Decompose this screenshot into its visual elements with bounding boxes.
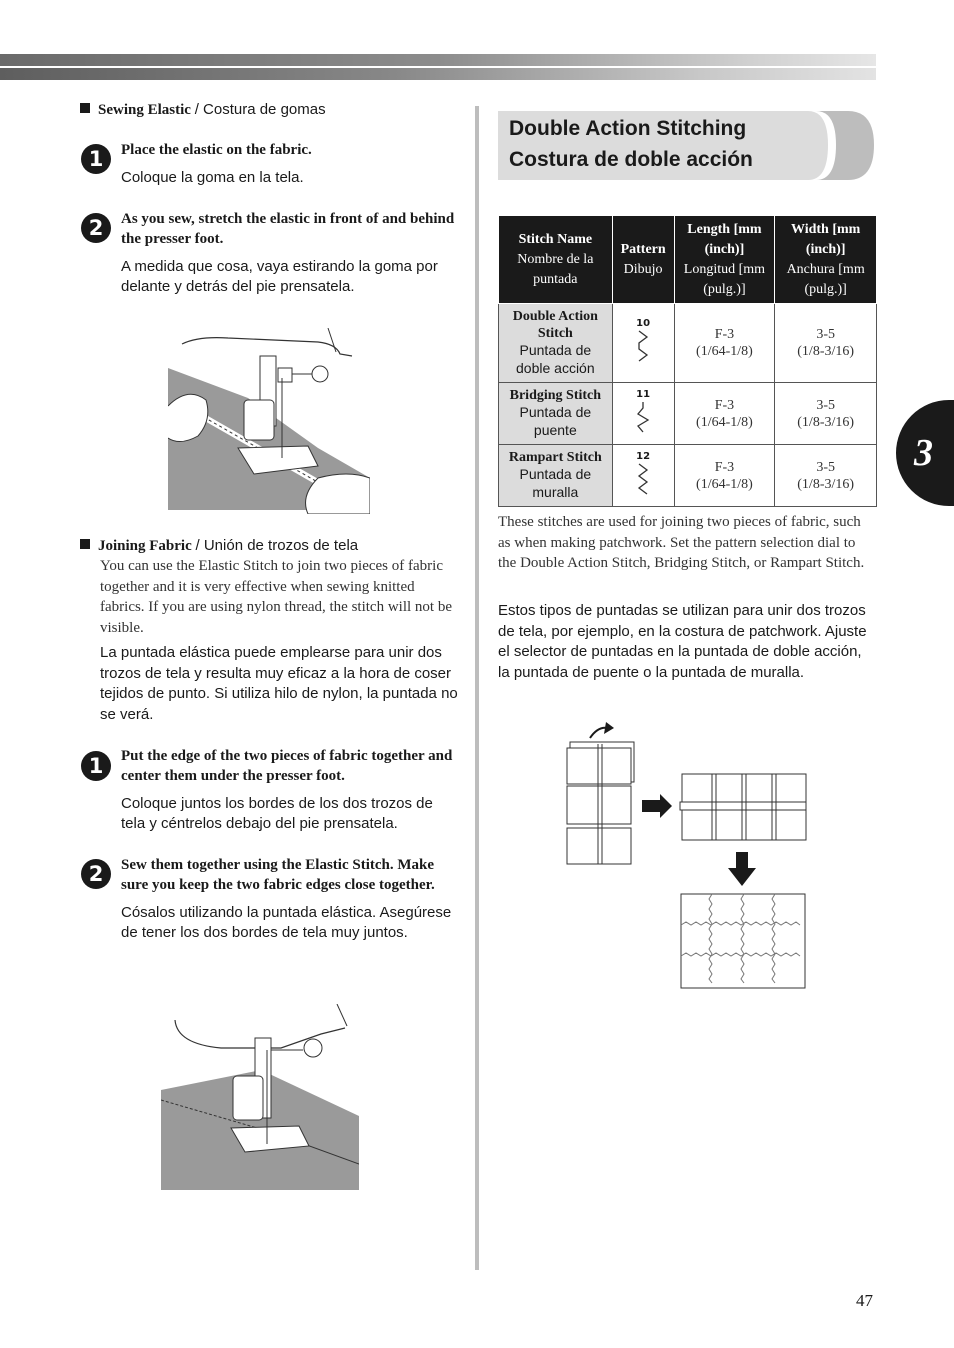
section-title-box bbox=[498, 111, 874, 180]
length-value: F-3 bbox=[714, 327, 735, 342]
step-es: A medida que cosa, vaya estirando la goma por delante y detrás del pie prensatela. bbox=[121, 258, 438, 295]
header-pattern bbox=[612, 216, 674, 304]
stitch-name-es: Puntada de puente bbox=[519, 404, 592, 438]
width-value: 3-5 bbox=[816, 397, 835, 413]
stitch-name-cell bbox=[499, 383, 613, 445]
step-number-icon: 2 bbox=[81, 213, 111, 243]
bridging-stitch-icon bbox=[635, 400, 651, 434]
table-row bbox=[499, 383, 877, 445]
step-number-icon: 2 bbox=[81, 859, 111, 889]
table-row bbox=[499, 445, 877, 507]
header-es: Anchura [mm (pulg.)] bbox=[786, 261, 865, 297]
step-es: Coloque juntos los bordes de los dos trozos de tela y céntrelos debajo del pie prensatela. bbox=[121, 795, 433, 832]
rampart-stitch-icon bbox=[635, 462, 651, 496]
table-row bbox=[499, 304, 877, 383]
length-inch: (1/64-1/8) bbox=[696, 344, 753, 359]
width-value: 3-5 bbox=[816, 327, 835, 342]
header-stitch-name bbox=[499, 216, 613, 304]
header-bar-bottom bbox=[0, 68, 876, 80]
pattern-number: 12 bbox=[636, 450, 651, 462]
header-length bbox=[674, 216, 775, 304]
step-number-icon: 1 bbox=[81, 144, 111, 174]
length-cell bbox=[674, 445, 775, 507]
header-es: Dibujo bbox=[623, 261, 663, 277]
square-bullet-icon bbox=[80, 539, 90, 549]
section-title-es: Costura de doble acción bbox=[509, 148, 753, 171]
header-width bbox=[775, 216, 877, 304]
pattern-cell bbox=[612, 445, 674, 507]
stitch-name-en: Bridging Stitch bbox=[509, 388, 602, 403]
header-es: Nombre de la puntada bbox=[517, 251, 594, 287]
length-inch: (1/64-1/8) bbox=[696, 414, 753, 430]
step-1-text bbox=[121, 140, 461, 188]
step-en: Place the elastic on the fabric. bbox=[121, 142, 312, 158]
step-2-text bbox=[121, 209, 461, 297]
stitching-body-en: These stitches are used for joining two pieces of fabric, such as when making patchwork. Set the pattern selection dial to the Double Action Stitch, Bridging Stitch, or Rampart Stitch. bbox=[498, 514, 865, 571]
column-divider bbox=[475, 106, 479, 1270]
heading-es: / Costura de gomas bbox=[194, 101, 326, 118]
length-cell bbox=[674, 304, 775, 383]
step-2-text bbox=[121, 855, 461, 943]
square-bullet-icon bbox=[80, 103, 90, 113]
header-en: Pattern bbox=[620, 241, 666, 257]
sewing-elastic-illustration bbox=[168, 328, 370, 514]
stitch-name-cell bbox=[499, 445, 613, 507]
table-header-row bbox=[499, 216, 877, 304]
width-inch: (1/8-3/16) bbox=[797, 344, 855, 359]
chapter-tab: 3 bbox=[896, 400, 954, 506]
width-inch: (1/8-3/16) bbox=[797, 414, 855, 430]
header-en: Stitch Name bbox=[518, 231, 593, 247]
section-heading-joining-fabric bbox=[80, 537, 358, 555]
header-bar-top bbox=[0, 54, 876, 66]
pattern-cell bbox=[612, 383, 674, 445]
right-arrow-icon bbox=[642, 794, 672, 818]
joining-fabric-body-en: You can use the Elastic Stitch to join two pieces of fabric together and it is very effective when sewing knitted fabrics. If you are using nylon thread, the stitch will not be visible. bbox=[100, 558, 452, 636]
width-cell bbox=[775, 304, 877, 383]
length-inch: (1/64-1/8) bbox=[696, 476, 753, 492]
header-es: Longitud [mm (pulg.)] bbox=[683, 261, 766, 297]
step-en: Sew them together using the Elastic Stitch. Make sure you keep the two fabric edges close together. bbox=[121, 857, 435, 893]
width-cell bbox=[775, 383, 877, 445]
down-arrow-icon bbox=[728, 852, 756, 886]
stitch-name-es: Puntada de doble acción bbox=[516, 342, 595, 376]
header-en: Width [mm (inch)] bbox=[790, 221, 861, 257]
length-cell bbox=[674, 383, 775, 445]
pattern-cell bbox=[612, 304, 674, 383]
step-es: Coloque la goma en la tela. bbox=[121, 169, 304, 186]
stitch-name-es: Puntada de muralla bbox=[519, 466, 592, 500]
width-value: 3-5 bbox=[816, 459, 835, 475]
section-heading-sewing-elastic bbox=[80, 101, 326, 119]
width-inch: (1/8-3/16) bbox=[797, 476, 855, 492]
stitch-table bbox=[498, 215, 877, 507]
stitch-name-cell bbox=[499, 304, 613, 383]
stitch-name-en: Rampart Stitch bbox=[508, 450, 602, 465]
section-title-en: Double Action Stitching bbox=[509, 117, 747, 140]
double-action-stitch-icon bbox=[635, 329, 651, 363]
length-value: F-3 bbox=[714, 459, 735, 475]
length-value: F-3 bbox=[714, 397, 735, 413]
heading-es: / Unión de trozos de tela bbox=[195, 537, 359, 554]
pattern-number: 11 bbox=[636, 388, 651, 400]
header-en: Length [mm (inch)] bbox=[687, 221, 762, 257]
heading-en: Sewing Elastic bbox=[98, 102, 191, 118]
width-cell bbox=[775, 445, 877, 507]
step-en: As you sew, stretch the elastic in front of and behind the presser foot. bbox=[121, 211, 455, 247]
step-en: Put the edge of the two pieces of fabric together and center them under the presser foot. bbox=[121, 748, 453, 784]
page-number: 47 bbox=[856, 1291, 873, 1310]
stitch-name-en: Double Action Stitch bbox=[512, 309, 598, 341]
joining-fabric-illustration bbox=[161, 1004, 359, 1190]
step-number-icon: 1 bbox=[81, 751, 111, 781]
stitching-body-es: Estos tipos de puntadas se utilizan para unir dos trozos de tela, por ejemplo, en la costura de patchwork. Ajuste el selector de puntadas en la puntada de doble acción, la puntada de puente o la puntada de muralla. bbox=[498, 602, 867, 681]
pattern-number: 10 bbox=[636, 318, 651, 329]
step-1-text bbox=[121, 746, 461, 834]
patchwork-diagram bbox=[560, 718, 810, 992]
heading-en: Joining Fabric bbox=[98, 538, 192, 554]
step-es: Cósalos utilizando la puntada elástica. Asegúrese de tener los dos bordes de tela muy juntos. bbox=[121, 904, 452, 941]
joining-fabric-body-es: La puntada elástica puede emplearse para unir dos trozos de tela y resulta muy eficaz a la hora de coser tejidos de punto. Si utiliza hilo de nylon, la puntada no se verá. bbox=[100, 644, 458, 723]
